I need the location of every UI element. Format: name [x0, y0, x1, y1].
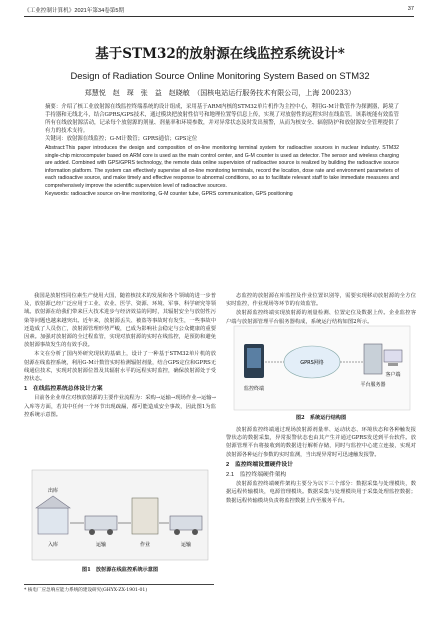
truck-icon	[85, 516, 117, 530]
fig2-label: GPRS网络	[300, 360, 324, 366]
figure-1-caption: 图1 放射源在线监控系统示意图	[81, 567, 159, 573]
fig1-label: 作业	[139, 542, 151, 548]
authors: 郑慧悦 赵 琛 张 益 赵晓敏 （国核电站运行服务技术有限公司，上海 200233）	[84, 89, 356, 97]
warehouse-icon	[38, 508, 68, 534]
paper-title-en: Design of Radiation Source Online Monitoring System Based on STM32	[70, 70, 370, 81]
fig1-label: 出库	[47, 488, 59, 494]
section-heading: 1 在线监控系统总体设计方案	[24, 386, 103, 393]
fig1-label: 运输	[180, 542, 192, 548]
paragraph: 本文在分析了国内外研究现状的基础上，设计了一种基于STM32单片机的放射源在线监控系统，利用G-M计数管实时检测辐射剂量，结合GPS定位和GPRS无线通信技术，实现对放射源位置及其辐射水平的远程实时监控，确保放射源处于受控状态。	[24, 351, 216, 383]
left-column	[24, 292, 216, 420]
paragraph: 放射源监控终端实现放射源的剂量检测、位置定位及数据上传。企业监控客户端与放射源管理平台服务器构成，系统运行结构如图2所示。	[226, 310, 416, 325]
abstract-en: Abstract:This paper introduces the design and composition of on-line monitoring terminal system for radioactive sources in nuclear industry. STM32 single-chip microcomputer based on ARM core is used as the main control center, and G-M counter is used as detector. The sensor and wireless charging are added. Combined with GPS/GPRS technology, the remote data online supervision of radioactive source is realized by building the radioactive source information platform. The system can effectively supervise all on-line monitoring terminals, record the location, dose rate and environment parameters of each radioactive source, and make timely and effective response to abnormal conditions, so as to facilitate relevant staff to take immediate measures and comprehensively improve the scientific supervision level of radioactive sources.	[45, 145, 399, 189]
paper-title: 基于STM32的放射源在线监控系统设计*	[95, 46, 345, 62]
keywords-en: Keywords: radioactive source on-line monitoring, G-M counter tube, GPRS communication, GPS positioning	[45, 190, 293, 197]
abstract-cn	[45, 103, 399, 198]
fig1-label: 入库	[47, 542, 59, 548]
paragraph: 我国是放射性同位素生产使用大国，随着核技术的发展和各个领域的进一步普及，放射源已经广泛应用于工业、农业、医学、资源、环境、军事、科学研究等领域。放射源在给我们带来巨大技术进步与经济效益的同时，其辐射安全与放射性污染等问题也越来越突出。近年来，放射源丢失、被盗等事故时有发生，一些事故中还造成了人员伤亡，放射源管理形势严峻，已成为影响社会稳定与公众健康的重要因素。加强对放射源的全过程监管，实现对放射源的实时在线监控，是预防和避免放射源事故发生的有效手段。	[24, 293, 216, 349]
right-column-bottom	[226, 426, 416, 506]
paragraph: 目前各企业单位对核放射源的主要作业流程为：采购→运输→现场作业→运输→入库等方面，若其中任何一个环节出现疏漏，都可能造成安全事故，因此图1为监控系统示意图。	[24, 395, 216, 418]
fig2-label: 客户端	[385, 372, 401, 378]
paragraph: 放射源监控终端硬件架构主要分为以下三个部分：数据采集与处理模块，数据远程传输模块，电源管理模块。数据采集与处理模块用于采集处理监控数据；数据远程传输模块负责将监控数据上传至服务平台。	[226, 481, 416, 504]
fig1-label: 运输	[95, 542, 107, 548]
right-column-top	[226, 292, 416, 327]
paragraph: 放射源监控终端通过现场放射源剂量率、运动状态、环境状态和各种触发报警状态的数据采集，异常报警状态也由其产生并通过GPRS发送到平台软件。放射源管理平台将接收到的数据进行解析存储，同时与监控中心建立连接，实现对放射源各种运行参数的实时监测，当出现异常时可迅速触发报警。	[226, 427, 416, 458]
footnote: * 核电厂应急响应能力系统的建设研究(GHYX-ZX-1901-01)	[24, 584, 214, 593]
abstract-cn-text: 摘要：介绍了核工业放射源在线监控终端系统的设计组成，采用基于ARM内核的STM32单片机作为主控中心，利用G-M计数管作为探测器，跨境了手持器和无线北斗，结合GPRS/GPS技术，通过模块把放射性信号和地理位置等信息上传，实现了对放射性的远程实时在线监管。该系统能有效监管所有在线放射源活动，记录每个放射源的剂量、剂量率和环境参数，并对异常状态及时发出预警，从而为核安全、辐射防护和放射源安全管理提供了有力的技术支持。	[45, 104, 399, 134]
running-header	[24, 6, 414, 17]
journal-info: 《工业控制计算机》2021年第34卷第5期	[24, 8, 125, 14]
worksite-icon	[132, 498, 158, 534]
server-icon	[364, 344, 382, 374]
monitor-icon	[384, 350, 402, 362]
fig2-label: 平台服务器	[360, 382, 386, 388]
fig2-label: 监控终端	[243, 386, 265, 392]
truck-icon	[170, 516, 202, 530]
paragraph: 态监控的放射源在库监控及作业位置识别等，需要实现移动放射源的全方位实时监控，作业现场等环节的有效监管。	[226, 293, 416, 308]
keywords-cn: 关键词：放射源在线监控；G-M计数管；GPRS通信；GPS定位	[45, 136, 198, 142]
section-heading: 2 监控终端设置硬件设计	[226, 461, 293, 468]
figure-1	[30, 468, 210, 564]
subsection-heading: 2.1 监控终端硬件架构	[226, 472, 287, 479]
figure-2-caption: 图2 系统运行结构图	[295, 415, 347, 421]
figure-2	[232, 324, 412, 412]
page-number: 37	[407, 6, 414, 12]
